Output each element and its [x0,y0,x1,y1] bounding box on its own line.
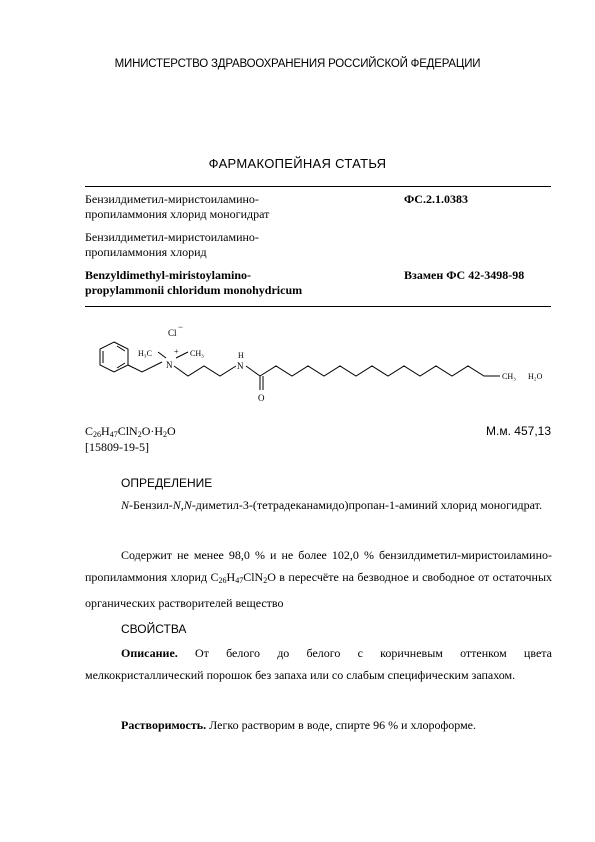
ru-name-primary-line2: пропиламмония хлорид моногидрат [85,207,270,221]
definition-heading: ОПРЕДЕЛЕНИЕ [121,476,213,490]
latin-name-line2: propylammonii chloridum monohydricum [85,283,303,297]
cas-number: [15809-19-5] [85,440,149,454]
molecular-weight: М.м. 457,13 [486,424,551,438]
replaces-note: Взамен ФС 42-3498-98 [404,268,525,282]
solubility-paragraph: Растворимость. Легко растворим в воде, спирте 96 % и хлороформе. [121,718,476,732]
ru-name-primary [85,192,385,222]
ru-name-secondary [85,230,385,260]
latin-name-line1: Benzyldimethyl-miristoylamino- [85,268,251,282]
ru-name-primary-line1: Бензилдиметил-миристоиламино- [85,192,259,206]
content-paragraph: Содержит не менее 98,0 % и не более 102,0 % бензилдиметил-миристоиламино-пропиламмония хлорид $C_{26}H_{47}ClN_2O$ в пересчёте на безводное и свободное от остаточных органических растворителей вещество [85,548,553,610]
terminal-methyl: CH₃ [502,372,516,381]
amide-nitrogen: N [237,361,244,371]
carbonyl-oxygen: O [258,393,265,403]
pharmacopoeia-code: ФС.2.1.0383 [404,192,468,206]
description-paragraph: Описание. От белого до белого с коричневым оттенком цвета мелкокристаллический порошок без запаха или со слабым специфическим запахом. [85,646,552,682]
benzene-ring [100,342,128,372]
chloride-label: Cl [168,328,177,338]
properties-heading: СВОЙСТВА [121,622,187,636]
nitrogen-charge: + [174,347,179,356]
definition-paragraph: N-Бензил-N,N-диметил-3-(тетрадеканамидо)пропан-1-аминий хлорид моногидрат. [121,498,542,512]
structural-formula [80,322,550,410]
quaternary-nitrogen: N [166,360,173,370]
ru-name-secondary-line2: пропиламмония хлорид [85,245,207,259]
amide-hydrogen: H [238,351,244,360]
ministry-header: МИНИСТЕРСТВО ЗДРАВООХРАНЕНИЯ РОССИЙСКОЙ ФЕДЕРАЦИИ [114,58,481,70]
top-rule [85,186,551,187]
methyl-right-label: CH₃ [190,349,204,358]
bottom-rule [85,306,551,307]
document-type-title: ФАРМАКОПЕЙНАЯ СТАТЬЯ [208,156,387,171]
ru-name-secondary-line1: Бензилдиметил-миристоиламино- [85,230,259,244]
latin-name [85,268,395,298]
water-label: H₂O [528,372,543,381]
methyl-left-label: H₃C [138,349,152,358]
molecular-formula: $C_{26}H_{47}ClN_2O\cdot H_2O$ [85,424,176,439]
chloride-charge: − [178,322,184,332]
